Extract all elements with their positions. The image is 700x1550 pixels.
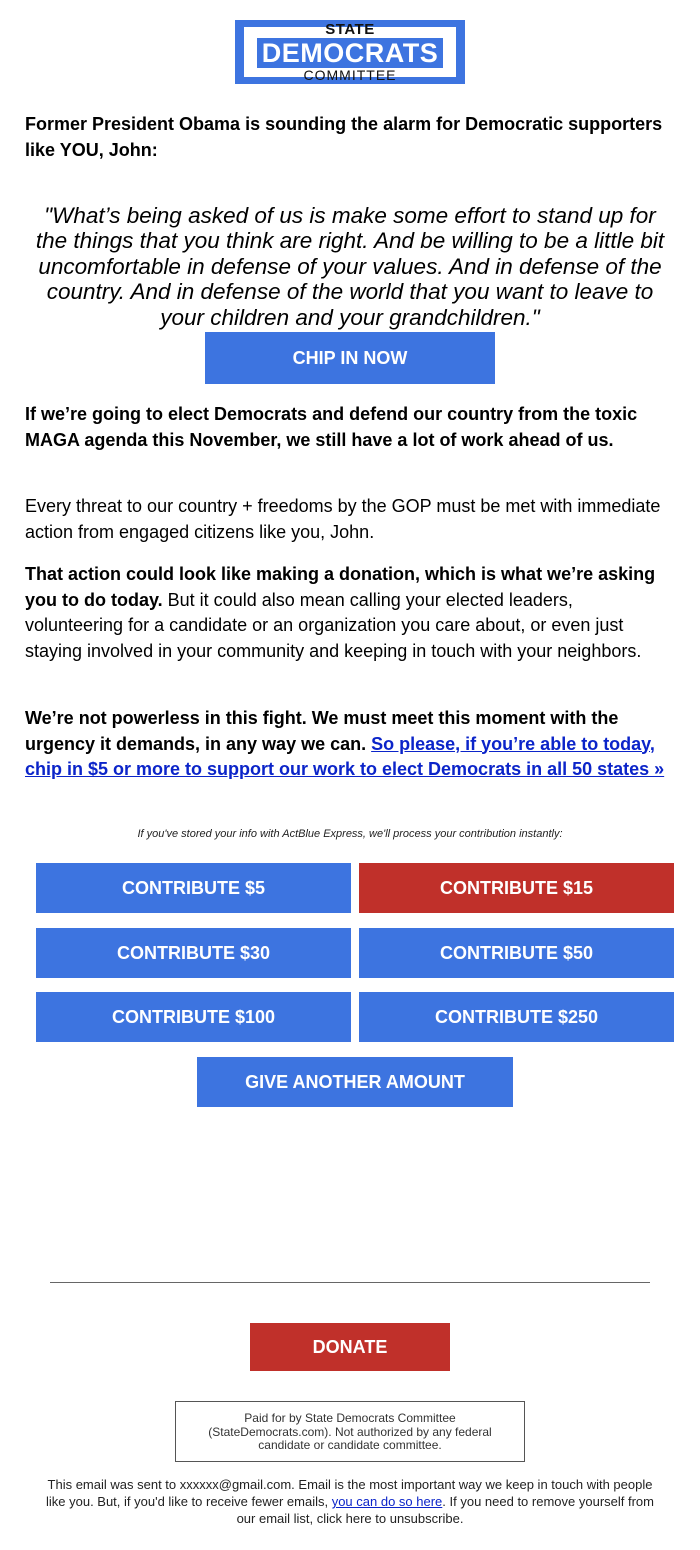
- fewer-emails-link[interactable]: you can do so here: [331, 1494, 443, 1509]
- contribute-5-button[interactable]: CONTRIBUTE $5: [36, 863, 351, 913]
- state-democrats-logo: [235, 20, 465, 84]
- logo-line-committee: COMMITTEE: [303, 67, 397, 83]
- chip-in-link[interactable]: So please, if you’re able to today, chip in $5 or more to support our work to elect Democrats in all 50 states »: [25, 733, 665, 779]
- contribute-50-button[interactable]: CONTRIBUTE $50: [359, 928, 674, 978]
- contribute-250-button[interactable]: CONTRIBUTE $250: [359, 992, 674, 1042]
- divider: [50, 1282, 650, 1283]
- gop-threat-text: Every threat to our country + freedoms by the GOP must be met with immediate action from engaged citizens like you, John.: [25, 496, 661, 542]
- contribute-100-button[interactable]: CONTRIBUTE $100: [36, 992, 351, 1042]
- work-ahead-text: If we’re going to elect Democrats and defend our country from the toxic MAGA agenda this November, we still have a lot of work ahead of us.: [25, 404, 638, 450]
- fight-bold-text: We’re not powerless in this fight. We must meet this moment with the urgency it demands, in any way we can.: [25, 708, 619, 754]
- action-paragraph: [25, 562, 675, 664]
- give-another-amount-button[interactable]: GIVE ANOTHER AMOUNT: [197, 1057, 513, 1107]
- footer-text: [40, 1476, 660, 1527]
- action-bold-text: That action could look like making a donation, which is what we’re asking you to do today.: [25, 564, 656, 610]
- footer-text-part1: This email was sent to xxxxxx@gmail.com. Email is the most important way we keep in touch with people like you. But, if you'd like to receive fewer emails,: [45, 1477, 653, 1509]
- paid-for-disclaimer: Paid for by State Democrats Committee (StateDemocrats.com). Not authorized by any federal candidate or candidate committee.: [175, 1401, 525, 1462]
- contribute-15-button[interactable]: CONTRIBUTE $15: [359, 863, 674, 913]
- fight-paragraph: [25, 706, 675, 783]
- intro-text: Former President Obama is sounding the alarm for Democratic supporters like YOU, John:: [25, 114, 663, 160]
- donate-button[interactable]: DONATE: [250, 1323, 450, 1371]
- obama-quote: "What’s being asked of us is make some effort to stand up for the things that you think are right. And be willing to be a little bit uncomfortable in defense of your values. And in defense of the country. And in defense of the world that you want to leave to your children and your grandchildren.": [35, 202, 665, 330]
- actblue-express-note: If you've stored your info with ActBlue Express, we'll process your contribution instantly:: [137, 828, 563, 840]
- contribute-30-button[interactable]: CONTRIBUTE $30: [36, 928, 351, 978]
- footer-text-part2: . If you need to remove yourself from our email list, click here to unsubscribe.: [236, 1494, 654, 1526]
- logo-line-state: STATE: [325, 21, 375, 38]
- logo-line-democrats: DEMOCRATS: [261, 38, 439, 68]
- chip-in-now-button[interactable]: CHIP IN NOW: [205, 332, 495, 384]
- action-rest-text: But it could also mean calling your elected leaders, volunteering for a candidate or an organization you care about, or even just staying involved in your community and keeping in touch with your neighbors.: [25, 589, 642, 661]
